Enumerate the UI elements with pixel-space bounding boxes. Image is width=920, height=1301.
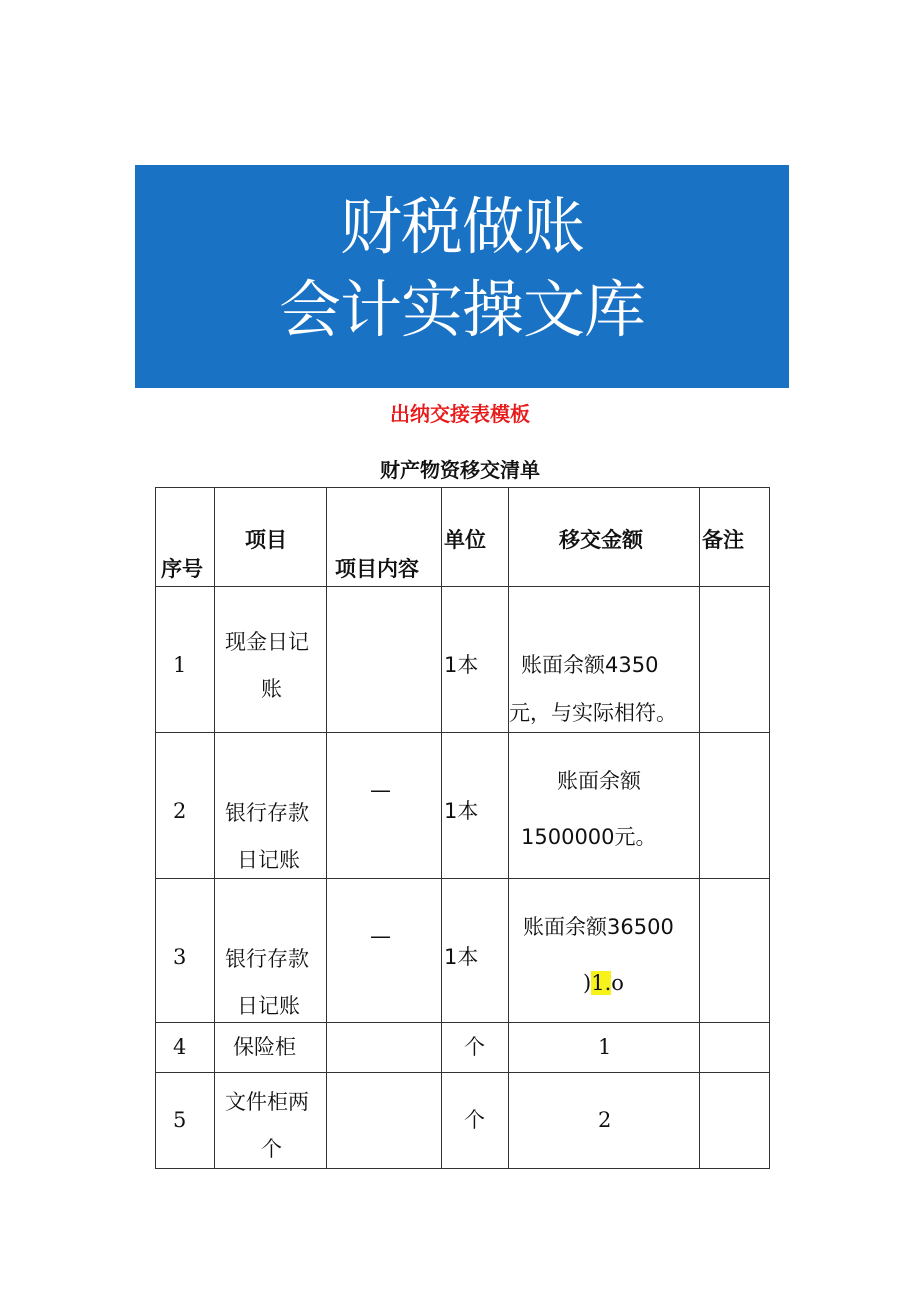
- cell-amount: [509, 1023, 700, 1073]
- row-item-line-2: 日记账: [237, 848, 300, 872]
- row-item-line-2: 账: [261, 677, 282, 701]
- cell-amount: [509, 587, 700, 733]
- header-item: 项目: [245, 528, 287, 552]
- row-amount-line-1: 账面余额36500: [523, 915, 674, 939]
- table-row: [156, 1023, 770, 1073]
- header-unit: 单位: [444, 528, 486, 552]
- cell-amount: [509, 879, 700, 1023]
- row-content: —: [370, 778, 391, 802]
- cell-content: [327, 879, 442, 1023]
- row-item-line-1: 银行存款: [225, 947, 309, 971]
- header-cell-content: [327, 488, 442, 587]
- header-cell-item: [215, 488, 327, 587]
- cell-remark: [700, 1073, 770, 1169]
- cell-item: [215, 879, 327, 1023]
- table-title: 财产物资移交清单: [380, 458, 540, 482]
- header-cell-unit: [442, 488, 509, 587]
- table-row: [156, 587, 770, 733]
- row-seq: 5: [173, 1108, 187, 1132]
- row-content: —: [370, 924, 391, 948]
- row-unit: 1本: [444, 945, 479, 969]
- table-row: [156, 879, 770, 1023]
- row-seq: 3: [173, 945, 187, 969]
- row-unit: 1本: [444, 653, 479, 677]
- amount-fragment: ): [583, 971, 592, 995]
- header-cell-remark: [700, 488, 770, 587]
- row-amount-line-2: 元，与实际相符。: [509, 701, 677, 725]
- cell-unit: [442, 1023, 509, 1073]
- row-seq: 1: [173, 653, 187, 677]
- row-unit: 个: [464, 1108, 485, 1132]
- row-item-line-2: 日记账: [237, 994, 300, 1018]
- cell-seq: [156, 1073, 215, 1169]
- row-amount: 1: [598, 1035, 612, 1059]
- cell-remark: [700, 733, 770, 879]
- header-seq: 序号: [161, 557, 203, 581]
- cell-unit: [442, 587, 509, 733]
- row-item-line-2: 个: [261, 1137, 282, 1161]
- cell-amount: [509, 733, 700, 879]
- cell-amount: [509, 1073, 700, 1169]
- cell-remark: [700, 587, 770, 733]
- row-item-line-1: 银行存款: [225, 801, 309, 825]
- header-cell-seq: [156, 488, 215, 587]
- cell-seq: [156, 733, 215, 879]
- header-remark: 备注: [702, 528, 744, 552]
- banner-line-2: 会计实操文库: [278, 273, 645, 346]
- cell-unit: [442, 879, 509, 1023]
- row-amount-line-1: 账面余额4350: [521, 653, 659, 677]
- row-amount-line-1: 账面余额: [557, 769, 641, 793]
- row-amount: 2: [598, 1108, 612, 1132]
- row-seq: 4: [173, 1035, 187, 1059]
- table-header-row: [156, 488, 770, 587]
- row-unit: 个: [464, 1035, 485, 1059]
- cell-remark: [700, 879, 770, 1023]
- cell-unit: [442, 1073, 509, 1169]
- cell-content: [327, 1073, 442, 1169]
- row-amount-line-2: [583, 960, 624, 1007]
- table-row: [156, 733, 770, 879]
- row-item-line-1: 现金日记: [225, 630, 309, 654]
- document-title: 出纳交接表模板: [390, 402, 530, 426]
- cell-seq: [156, 879, 215, 1023]
- row-amount-line-2: 1500000元。: [521, 825, 657, 849]
- cell-seq: [156, 1023, 215, 1073]
- cell-remark: [700, 1023, 770, 1073]
- highlighted-fragment: 1.: [591, 971, 612, 995]
- cell-item: [215, 733, 327, 879]
- cell-content: [327, 1023, 442, 1073]
- row-seq: 2: [173, 799, 187, 823]
- header-amount: 移交金额: [559, 528, 643, 552]
- row-item-line-1: 文件柜两: [225, 1090, 309, 1114]
- header-content: 项目内容: [335, 557, 419, 581]
- cell-item: [215, 1073, 327, 1169]
- cell-item: [215, 1023, 327, 1073]
- handover-table: [155, 487, 770, 1169]
- table-row: [156, 1073, 770, 1169]
- cell-unit: [442, 733, 509, 879]
- row-item: 保险柜: [233, 1035, 296, 1059]
- cell-content: [327, 733, 442, 879]
- cell-content: [327, 587, 442, 733]
- cell-item: [215, 587, 327, 733]
- row-unit: 1本: [444, 799, 479, 823]
- banner-line-1: 财税做账: [339, 190, 584, 263]
- header-cell-amount: [509, 488, 700, 587]
- title-banner: [135, 165, 789, 388]
- cell-seq: [156, 587, 215, 733]
- amount-fragment: o: [611, 971, 624, 995]
